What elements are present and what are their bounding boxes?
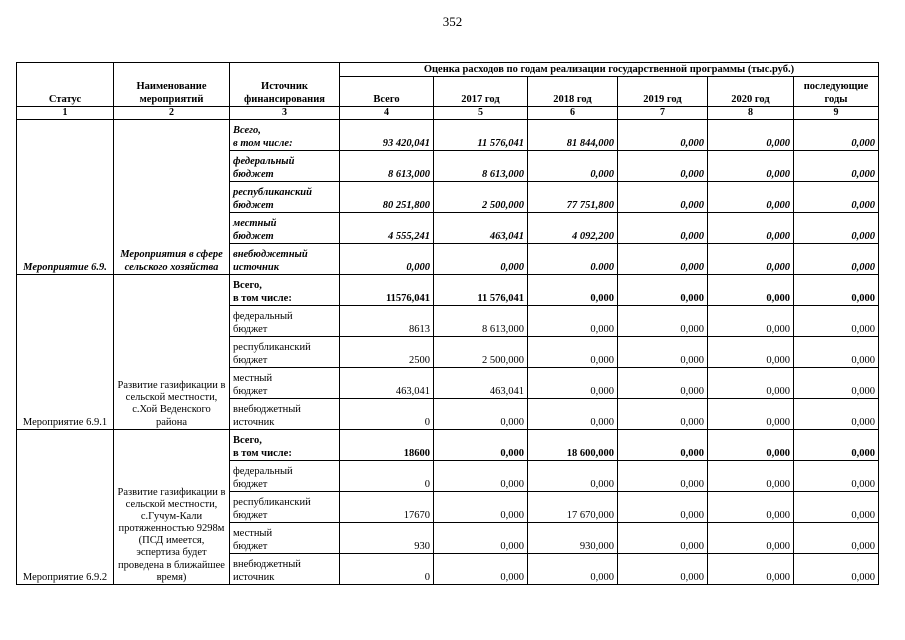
financing-source-line: местный bbox=[233, 373, 273, 385]
financing-source-line: бюджет bbox=[233, 509, 268, 521]
financing-source bbox=[230, 151, 340, 182]
amount-cell: 0,000 bbox=[528, 275, 618, 306]
amount-cell: 0,000 bbox=[528, 151, 618, 182]
financing-source bbox=[230, 461, 340, 492]
table-row bbox=[17, 120, 879, 151]
amount-cell: 0,000 bbox=[434, 523, 528, 554]
amount-cell: 0,000 bbox=[618, 306, 708, 337]
amount-cell: 18600 bbox=[340, 430, 434, 461]
amount-cell: 0,000 bbox=[794, 368, 879, 399]
amount-cell: 8 613,000 bbox=[434, 151, 528, 182]
amount-cell: 0,000 bbox=[708, 213, 794, 244]
amount-cell: 0,000 bbox=[618, 461, 708, 492]
amount-cell: 0,000 bbox=[794, 430, 879, 461]
measure-status: Мероприятие 6.9.2 bbox=[17, 430, 114, 585]
amount-cell: 80 251,800 bbox=[340, 182, 434, 213]
amount-cell: 8 613,000 bbox=[340, 151, 434, 182]
amount-cell: 463,041 bbox=[340, 368, 434, 399]
amount-cell: 0,000 bbox=[434, 461, 528, 492]
amount-cell: 0,000 bbox=[618, 244, 708, 275]
amount-cell: 0 bbox=[340, 554, 434, 585]
financing-source-line: в том числе: bbox=[233, 292, 292, 304]
amount-cell: 0,000 bbox=[618, 399, 708, 430]
amount-cell: 0,000 bbox=[618, 523, 708, 554]
amount-cell: 0,000 bbox=[794, 213, 879, 244]
block-measure-6-9 bbox=[17, 120, 879, 275]
header-year-2019: 2019 год bbox=[618, 77, 708, 107]
amount-cell: 4 555,241 bbox=[340, 213, 434, 244]
financing-source-line: бюджет bbox=[233, 230, 274, 242]
financing-source-line: бюджет bbox=[233, 478, 268, 490]
amount-cell: 0,000 bbox=[434, 244, 528, 275]
table-header bbox=[17, 63, 879, 120]
financing-source-line: внебюджетный bbox=[233, 559, 301, 571]
amount-cell: 0,000 bbox=[434, 430, 528, 461]
amount-cell: 0,000 bbox=[618, 554, 708, 585]
amount-cell: 11576,041 bbox=[340, 275, 434, 306]
amount-cell: 0,000 bbox=[618, 213, 708, 244]
amount-cell: 81 844,000 bbox=[528, 120, 618, 151]
amount-cell: 0,000 bbox=[794, 306, 879, 337]
measure-name: Развитие газификации в сельской местности, с.Гучум-Кали протяженностью 9298м (ПСД имеется, эспертиза будет проведена в ближайшее время) bbox=[114, 430, 230, 585]
amount-cell: 11 576,041 bbox=[434, 275, 528, 306]
amount-cell: 93 420,041 bbox=[340, 120, 434, 151]
amount-cell: 0,000 bbox=[794, 461, 879, 492]
measure-name: Мероприятия в сфере сельского хозяйства bbox=[114, 120, 230, 275]
amount-cell: 0,000 bbox=[794, 399, 879, 430]
financing-source-line: федеральный bbox=[233, 311, 293, 323]
amount-cell: 0,000 bbox=[708, 523, 794, 554]
col-number: 7 bbox=[618, 107, 708, 120]
amount-cell: 0,000 bbox=[708, 275, 794, 306]
amount-cell: 463,041 bbox=[434, 213, 528, 244]
amount-cell: 0,000 bbox=[528, 337, 618, 368]
amount-cell: 0,000 bbox=[618, 492, 708, 523]
amount-cell: 0,000 bbox=[794, 244, 879, 275]
amount-cell: 0,000 bbox=[528, 306, 618, 337]
header-estimate: Оценка расходов по годам реализации государственной программы (тыс.руб.) bbox=[340, 63, 879, 77]
financing-source bbox=[230, 244, 340, 275]
amount-cell: 0,000 bbox=[794, 151, 879, 182]
table-row bbox=[17, 430, 879, 461]
amount-cell: 0,000 bbox=[340, 244, 434, 275]
header-name: Наименование мероприятий bbox=[114, 63, 230, 107]
financing-source-line: источник bbox=[233, 261, 280, 273]
amount-cell: 0,000 bbox=[708, 306, 794, 337]
financing-source bbox=[230, 337, 340, 368]
financing-source bbox=[230, 182, 340, 213]
amount-cell: 0,000 bbox=[708, 554, 794, 585]
amount-cell: 0,000 bbox=[794, 554, 879, 585]
financing-source bbox=[230, 213, 340, 244]
amount-cell: 17 670,000 bbox=[528, 492, 618, 523]
table-row bbox=[17, 275, 879, 306]
amount-cell: 0,000 bbox=[618, 368, 708, 399]
financing-source-line: Всего, bbox=[233, 435, 262, 447]
measure-status: Мероприятие 6.9.1 bbox=[17, 275, 114, 430]
amount-cell: 0,000 bbox=[434, 492, 528, 523]
amount-cell: 0,000 bbox=[708, 120, 794, 151]
financing-source-line: бюджет bbox=[233, 199, 274, 211]
amount-cell: 0,000 bbox=[708, 337, 794, 368]
amount-cell: 0,000 bbox=[618, 337, 708, 368]
financing-source bbox=[230, 120, 340, 151]
financing-source-line: в том числе: bbox=[233, 137, 293, 149]
header-year-2017: 2017 год bbox=[434, 77, 528, 107]
block-measure-6-9-1 bbox=[17, 275, 879, 430]
financing-source-line: бюджет bbox=[233, 168, 274, 180]
financing-source-line: в том числе: bbox=[233, 447, 292, 459]
amount-cell: 0.000 bbox=[528, 244, 618, 275]
financing-source bbox=[230, 306, 340, 337]
amount-cell: 2 500,000 bbox=[434, 337, 528, 368]
financing-source-line: внебюджетный bbox=[233, 404, 301, 416]
amount-cell: 930,000 bbox=[528, 523, 618, 554]
header-source: Источник финансирования bbox=[230, 63, 340, 107]
amount-cell: 0,000 bbox=[708, 244, 794, 275]
amount-cell: 0,000 bbox=[794, 182, 879, 213]
amount-cell: 0,000 bbox=[528, 368, 618, 399]
financing-source-line: источник bbox=[233, 571, 275, 583]
amount-cell: 0,000 bbox=[794, 523, 879, 554]
financing-source bbox=[230, 430, 340, 461]
financing-source bbox=[230, 399, 340, 430]
financing-source-line: республиканский bbox=[233, 497, 311, 509]
amount-cell: 0,000 bbox=[618, 120, 708, 151]
financing-source-line: внебюджетный bbox=[233, 249, 308, 261]
amount-cell: 2500 bbox=[340, 337, 434, 368]
amount-cell: 0,000 bbox=[708, 182, 794, 213]
financing-source-line: федеральный bbox=[233, 156, 295, 168]
measure-status: Мероприятие 6.9. bbox=[17, 120, 114, 275]
amount-cell: 463,041 bbox=[434, 368, 528, 399]
amount-cell: 0,000 bbox=[708, 430, 794, 461]
amount-cell: 0,000 bbox=[794, 337, 879, 368]
amount-cell: 0,000 bbox=[528, 399, 618, 430]
amount-cell: 0,000 bbox=[434, 399, 528, 430]
amount-cell: 0,000 bbox=[618, 182, 708, 213]
amount-cell: 0,000 bbox=[708, 368, 794, 399]
header-status: Статус bbox=[17, 63, 114, 107]
amount-cell: 0,000 bbox=[794, 120, 879, 151]
amount-cell: 4 092,200 bbox=[528, 213, 618, 244]
block-measure-6-9-2 bbox=[17, 430, 879, 585]
amount-cell: 0,000 bbox=[618, 151, 708, 182]
amount-cell: 0,000 bbox=[708, 151, 794, 182]
amount-cell: 11 576,041 bbox=[434, 120, 528, 151]
measure-name: Развитие газификации в сельской местности, с.Хой Веденского района bbox=[114, 275, 230, 430]
col-number: 4 bbox=[340, 107, 434, 120]
amount-cell: 0,000 bbox=[708, 461, 794, 492]
col-number: 9 bbox=[794, 107, 879, 120]
col-number: 3 bbox=[230, 107, 340, 120]
page-number: 352 bbox=[442, 14, 463, 29]
financing-source-line: Всего, bbox=[233, 280, 262, 292]
budget-table bbox=[16, 62, 879, 585]
financing-source-line: бюджет bbox=[233, 385, 268, 397]
col-number: 8 bbox=[708, 107, 794, 120]
header-year-2020: 2020 год bbox=[708, 77, 794, 107]
amount-cell: 0,000 bbox=[434, 554, 528, 585]
amount-cell: 18 600,000 bbox=[528, 430, 618, 461]
header-subsequent-years: последующие годы bbox=[794, 77, 879, 107]
financing-source bbox=[230, 523, 340, 554]
amount-cell: 0,000 bbox=[618, 430, 708, 461]
financing-source bbox=[230, 492, 340, 523]
col-number: 6 bbox=[528, 107, 618, 120]
header-year-2018: 2018 год bbox=[528, 77, 618, 107]
amount-cell: 0,000 bbox=[794, 492, 879, 523]
amount-cell: 0,000 bbox=[528, 461, 618, 492]
financing-source-line: Всего, bbox=[233, 125, 261, 137]
financing-source bbox=[230, 368, 340, 399]
col-number: 1 bbox=[17, 107, 114, 120]
amount-cell: 0,000 bbox=[708, 492, 794, 523]
financing-source-line: местный bbox=[233, 528, 273, 540]
amount-cell: 17670 bbox=[340, 492, 434, 523]
amount-cell: 8 613,000 bbox=[434, 306, 528, 337]
financing-source-line: федеральный bbox=[233, 466, 293, 478]
amount-cell: 77 751,800 bbox=[528, 182, 618, 213]
financing-source-line: местный bbox=[233, 218, 277, 230]
amount-cell: 0,000 bbox=[708, 399, 794, 430]
amount-cell: 8613 bbox=[340, 306, 434, 337]
amount-cell: 930 bbox=[340, 523, 434, 554]
amount-cell: 0 bbox=[340, 399, 434, 430]
amount-cell: 0,000 bbox=[618, 275, 708, 306]
financing-source-line: бюджет bbox=[233, 540, 268, 552]
financing-source-line: бюджет bbox=[233, 354, 268, 366]
financing-source bbox=[230, 554, 340, 585]
col-number: 2 bbox=[114, 107, 230, 120]
header-total: Всего bbox=[340, 77, 434, 107]
financing-source-line: республиканский bbox=[233, 187, 312, 199]
amount-cell: 2 500,000 bbox=[434, 182, 528, 213]
col-number: 5 bbox=[434, 107, 528, 120]
amount-cell: 0,000 bbox=[528, 554, 618, 585]
financing-source bbox=[230, 275, 340, 306]
amount-cell: 0,000 bbox=[794, 275, 879, 306]
financing-source-line: источник bbox=[233, 416, 275, 428]
amount-cell: 0 bbox=[340, 461, 434, 492]
financing-source-line: бюджет bbox=[233, 323, 268, 335]
financing-source-line: республиканский bbox=[233, 342, 311, 354]
